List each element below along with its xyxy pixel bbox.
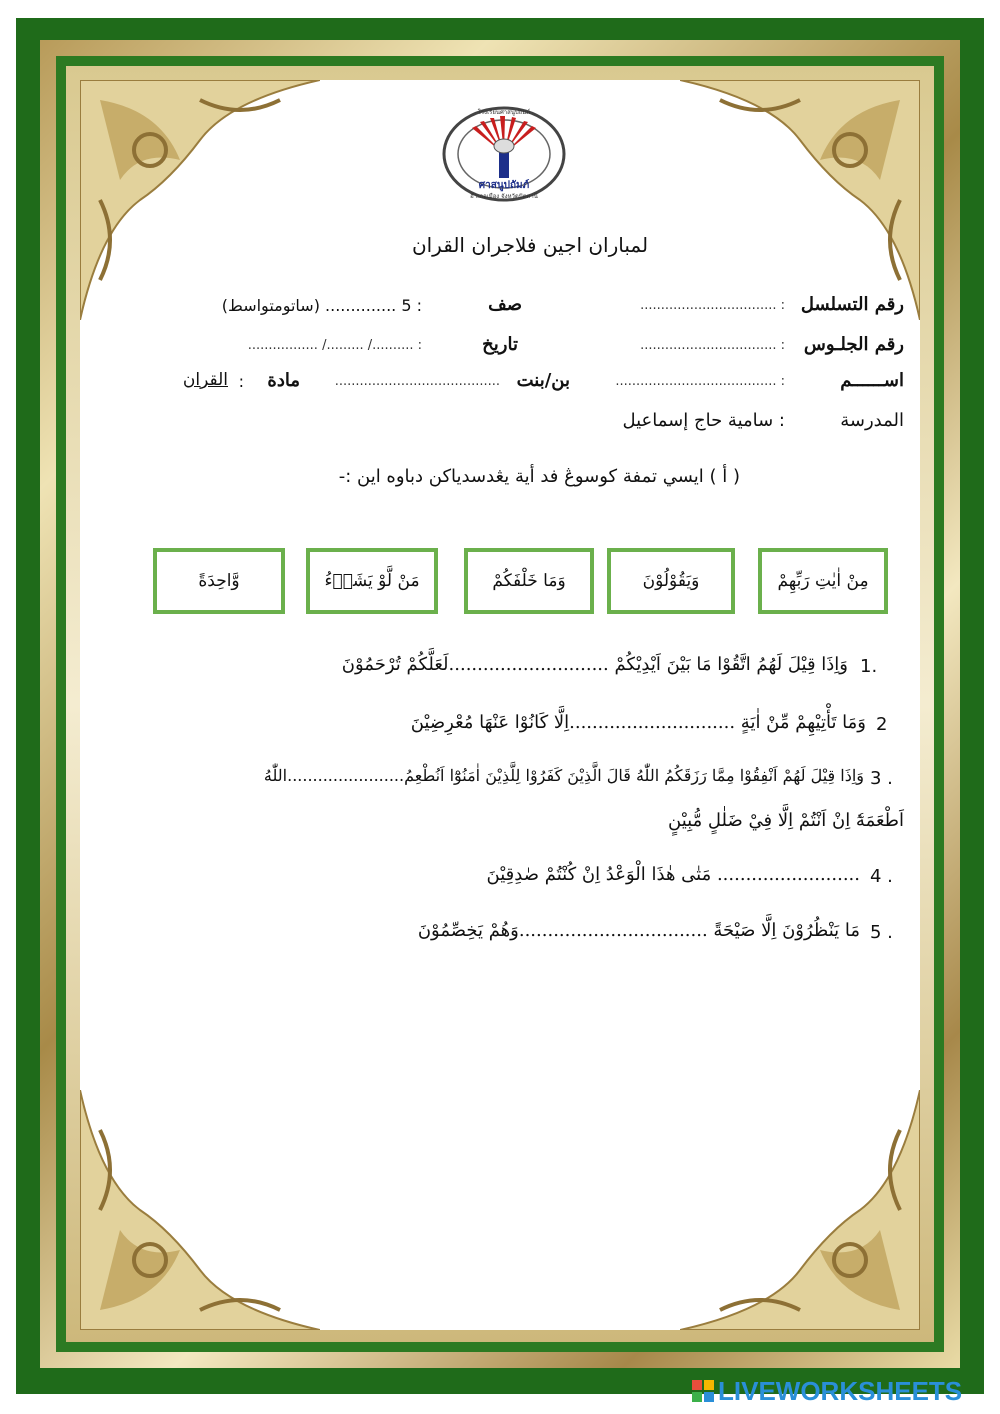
question-text[interactable]: ......................... مَتٰى هٰذَا الْوَعْدُ اِنْ كُنْتُمْ صٰدِقِيْنَ xyxy=(486,864,860,885)
question-number: 3 . xyxy=(870,768,893,789)
corner-ornament-bottom-left xyxy=(80,1090,320,1330)
binbinti-label: بن/بنت xyxy=(516,370,570,391)
corner-ornament-top-right xyxy=(680,80,920,320)
word-bank-text: مِنْ اٰيٰتِ رَبِّهِمْ xyxy=(777,571,869,591)
class-label: صف xyxy=(488,294,522,315)
logo-bottom-text: อำเภอเมือง จังหวัดปัตตานี xyxy=(470,193,538,200)
binbinti-field[interactable]: ........................................ xyxy=(334,374,500,389)
question-number: 2 xyxy=(876,714,888,735)
name-field[interactable]: : ....................................... xyxy=(615,374,785,389)
word-bank-box[interactable] xyxy=(153,548,285,614)
date-field[interactable]: : ........../ ........./ ................. xyxy=(247,338,422,353)
question-text[interactable]: مَا يَنْظُرُوْنَ اِلَّا صَيْحَةً .................................وَهُمْ يَخِصِّمُوْنَ xyxy=(417,920,860,941)
word-bank-box[interactable] xyxy=(758,548,888,614)
name-label: اســــــم xyxy=(840,370,904,391)
watermark: LIVEWORKSHEETS xyxy=(718,1376,963,1406)
word-bank-text: وَيَقُوْلُوْنَ xyxy=(642,571,700,591)
question-number: 5 . xyxy=(870,922,893,943)
question-text[interactable]: وَاِذَا قِيْلَ لَهُمْ اَنْفِقُوْا مِمَّا رَزَقَكُمُ اللّٰهُ قَالَ الَّذِيْنَ كَفَرُوْا لِلَّذِيْنَ اٰمَنُوْٓا اَنُطْعِمُ.......................اللّٰهُ xyxy=(263,766,864,785)
school-logo xyxy=(442,106,566,202)
question-text[interactable]: وَاِذَا قِيْلَ لَهُمُ اتَّقُوْا مَا بَيْنَ اَيْدِيْكُمْ ............................لَعَلَّكُمْ تُرْحَمُوْنَ xyxy=(341,654,848,675)
worksheet-title: لمباران اجين فلاجران القران xyxy=(411,233,649,257)
question-number: 1. xyxy=(860,656,878,677)
serial-field[interactable]: : ................................. xyxy=(640,298,785,313)
corner-ornament-bottom-right xyxy=(680,1090,920,1330)
instruction-text: ( أ ) ايسي تمفة كوسوڠ فد أية يڠدسدياكن دباوه اين :- xyxy=(338,466,740,487)
word-bank-text: وَّاحِدَةً xyxy=(198,571,240,591)
subject-value: القران xyxy=(182,370,228,390)
subject-label: مادة xyxy=(267,370,300,391)
word-bank-box[interactable] xyxy=(464,548,594,614)
word-bank-box[interactable] xyxy=(306,548,438,614)
word-bank-text: وَمَا خَلْفَكُمْ xyxy=(492,571,566,591)
logo-top-text: โรงเรียนศาสนูปถัมภ์ xyxy=(477,109,531,116)
logo-name: ศาสนูปถัมภ์ xyxy=(478,180,530,191)
question-number: 4 . xyxy=(870,866,893,887)
serial-label: رقم التسلسل xyxy=(800,294,904,315)
seat-field[interactable]: : ................................. xyxy=(640,338,785,353)
school-value: : سامية حاج إسماعيل xyxy=(622,410,785,431)
class-value[interactable]: : 5 .............. (ساتومتواسط) xyxy=(221,296,422,315)
subject-colon: : xyxy=(238,372,244,391)
date-label: تاريخ xyxy=(482,334,518,355)
school-label: المدرسة xyxy=(840,410,904,431)
seat-label: رقم الجلـوس xyxy=(803,334,904,355)
question-continuation: اَطْعَمَهٗٓ اِنْ اَنْتُمْ اِلَّا فِيْ ضَلٰلٍ مُّبِيْنٍ xyxy=(668,810,904,831)
word-bank-box[interactable] xyxy=(607,548,735,614)
question-text[interactable]: وَمَا تَأْتِيْهِمْ مِّنْ اٰيَةٍ .............................اِلَّا كَانُوْا عَنْهَا مُعْرِضِيْنَ xyxy=(410,712,866,733)
corner-ornament-top-left xyxy=(80,80,320,320)
word-bank-text: مَنْ لَّوْ يَشَاۤءُ xyxy=(324,571,420,591)
liveworksheets-logo-icon xyxy=(692,1380,714,1402)
